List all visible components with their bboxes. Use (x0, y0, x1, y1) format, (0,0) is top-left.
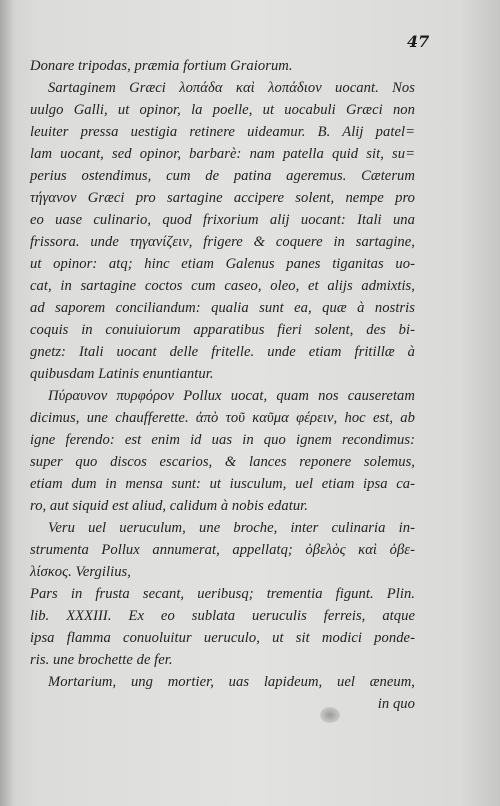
text-line: super quo discos escarios, & lances reponere solemus, (30, 454, 415, 470)
text-line: quibusdam Latinis enuntiantur. (30, 366, 214, 382)
text-line: lib. XXXIII. Ex eo sublata ueruculis ferreis, atque (30, 608, 415, 624)
text-line: τήγανον Græci pro sartagine accipere solent, nempe pro (30, 190, 415, 206)
text-line: ipsa flamma conuoluitur ueruculo, ut sit modici ponde- (30, 630, 415, 646)
text-line: uulgo Galli, ut opinor, la poelle, ut uocabuli Græci non (30, 102, 415, 118)
text-line: dicimus, une chaufferette. ἀπὸ τοῦ καῦμα φέρειν, hoc est, ab (30, 410, 415, 426)
text-line: gnetz: Itali uocant delle fritelle. unde etiam fritillæ à (30, 344, 415, 360)
text-line: cat, in sartagine coctos cum caseo, oleo, et alijs admixtis, (30, 278, 415, 294)
text-line: igne ferendo: est enim id uas in quo ignem recondimus: (30, 432, 415, 448)
text-line: Donare tripodas, præmia fortium Graiorum. (30, 58, 293, 74)
text-line: etiam dum in mensa sunt: ut iusculum, uel etiam ipsa ca- (30, 476, 415, 492)
text-line: eo uase culinario, quod frixorium alij uocant: Itali una (30, 212, 415, 228)
text-line: ro, aut siquid est aliud, calidum à nobis edatur. (30, 498, 308, 514)
text-line: ris. une brochette de fer. (30, 652, 173, 668)
text-line: Πύραυνον πυρφόρον Pollux uocat, quam nos causeretam (48, 388, 415, 404)
page-number: 47 (407, 32, 430, 51)
text-line: Veru uel ueruculum, une broche, inter culinaria in- (48, 520, 415, 536)
text-line: Sartaginem Græci λοπάδα καὶ λοπάδιον uocant. Nos (48, 80, 415, 96)
catchword: in quo (377, 696, 415, 712)
text-line: Pars in frusta secant, ueribusq; trementia figunt. Plin. (30, 586, 415, 602)
text-line: lam uocant, sed opinor, barbarè: nam patella quid sit, su= (30, 146, 415, 162)
text-line: strumenta Pollux annumerat, appellatq; ὀβελὸς καὶ ὀβε- (30, 542, 415, 558)
text-line: perius ostendimus, cum de patina ageremus. Cæterum (30, 168, 415, 184)
text-line: frissora. unde τηγανίζειν, frigere & coquere in sartagine, (30, 234, 415, 250)
text-line: coquis in conuiuiorum apparatibus fieri solent, des bi- (30, 322, 415, 338)
text-line: ut opinor: atq; hinc etiam Galenus panes tiganitas uo- (30, 256, 415, 272)
text-line: ad saporem conciliandum: qualia sunt ea, quæ à nostris (30, 300, 415, 316)
text-line: Mortarium, ung mortier, uas lapideum, uel æneum, (48, 674, 415, 690)
body-text (30, 55, 415, 715)
text-line: λίσκος. Vergilius, (30, 564, 131, 580)
text-line: leuiter pressa uestigia retinere uideamur. B. Alij patel= (30, 124, 415, 140)
